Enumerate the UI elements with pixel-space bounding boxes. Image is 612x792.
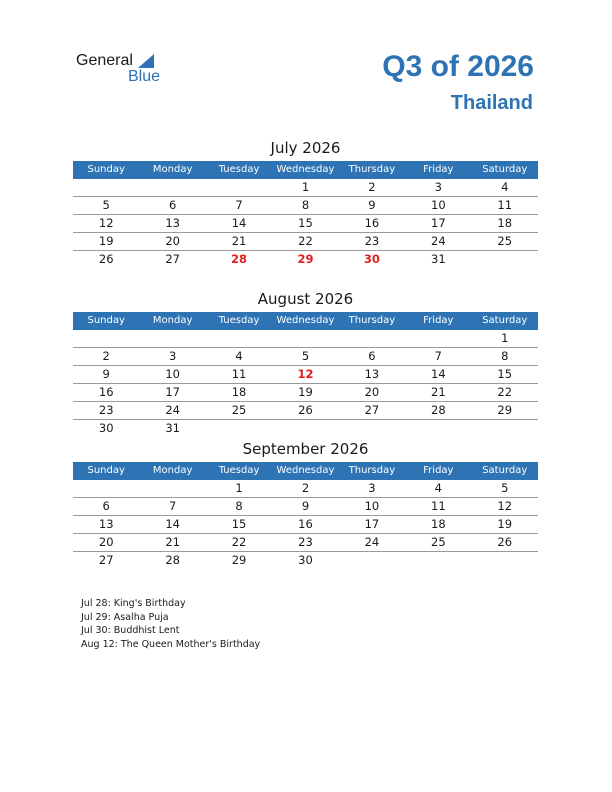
- day-cell: [73, 179, 139, 196]
- day-cell: [272, 330, 338, 347]
- day-cell: 7: [434, 349, 442, 363]
- logo-word-blue: Blue: [128, 68, 161, 85]
- day-cell: 14: [165, 517, 180, 531]
- day-cell: 3: [168, 349, 177, 363]
- day-cell: 28: [165, 553, 180, 567]
- day-cell: [472, 251, 538, 268]
- month-title: August 2026: [257, 290, 354, 308]
- day-cell: 9: [102, 367, 110, 381]
- day-cell: 30: [298, 553, 313, 567]
- day-cell: 8: [301, 198, 310, 212]
- day-cell: 25: [231, 403, 247, 417]
- weekday-label: Thursday: [348, 164, 396, 175]
- weekday-label: Friday: [423, 315, 454, 326]
- day-cell: 12: [98, 216, 114, 230]
- weekday-label: Friday: [423, 465, 454, 476]
- day-cell: 11: [497, 198, 513, 212]
- day-cell: 5: [501, 481, 509, 495]
- day-cell: 19: [98, 234, 114, 248]
- weekday-label: Tuesday: [218, 315, 260, 326]
- day-cell: 16: [98, 385, 114, 399]
- day-cell: 17: [364, 517, 380, 531]
- day-cell: 4: [434, 481, 442, 495]
- day-cell: 22: [298, 234, 313, 248]
- day-cell: 5: [102, 198, 110, 212]
- day-cell: 18: [431, 517, 446, 531]
- day-cell: 21: [231, 234, 247, 248]
- month-calendar: [73, 137, 538, 268]
- day-cell: 18: [497, 216, 513, 230]
- weekday-label: Saturday: [482, 465, 528, 476]
- page-title: Q3 of 2026: [382, 50, 534, 83]
- day-cell: 20: [98, 535, 114, 549]
- day-cell: 10: [165, 367, 180, 381]
- week-row: [73, 552, 538, 569]
- weekday-label: Saturday: [482, 164, 528, 175]
- day-cell: 3: [368, 481, 376, 495]
- day-cell: 31: [165, 421, 180, 435]
- week-row: [73, 348, 538, 366]
- day-cell: 1: [301, 180, 310, 194]
- weekday-label: Thursday: [348, 465, 396, 476]
- day-cell: 6: [368, 349, 376, 363]
- day-cell: 21: [165, 535, 180, 549]
- weekday-label: Monday: [152, 465, 193, 476]
- day-cell: [206, 179, 272, 196]
- day-cell: 4: [235, 349, 243, 363]
- day-cell: 27: [364, 403, 380, 417]
- day-cell: 26: [298, 403, 313, 417]
- day-cell: 24: [364, 535, 380, 549]
- day-cell: 24: [431, 234, 446, 248]
- day-cell: 29: [231, 553, 247, 567]
- weekday-label: Sunday: [87, 315, 125, 326]
- day-cell: 30: [363, 252, 380, 266]
- weekday-label: Wednesday: [276, 164, 335, 175]
- day-cell: 15: [497, 367, 513, 381]
- day-cell: 25: [497, 234, 513, 248]
- day-cell: 9: [368, 198, 376, 212]
- week-row: [73, 215, 538, 233]
- day-cell: 2: [368, 180, 376, 194]
- day-cell: 9: [301, 499, 310, 513]
- day-cell: [139, 330, 205, 347]
- day-cell: 28: [231, 252, 248, 266]
- day-cell: 10: [431, 198, 446, 212]
- weekday-label: Tuesday: [218, 164, 260, 175]
- week-row: [73, 330, 538, 348]
- day-cell: [405, 552, 471, 569]
- holiday-note: Jul 30: Buddhist Lent: [81, 625, 180, 636]
- weekday-label: Sunday: [87, 465, 125, 476]
- month-calendar: [73, 438, 538, 569]
- month-title: September 2026: [242, 440, 369, 458]
- day-cell: 26: [497, 535, 513, 549]
- day-cell: 23: [364, 234, 380, 248]
- day-cell: [206, 330, 272, 347]
- day-cell: 14: [431, 367, 446, 381]
- day-cell: 30: [98, 421, 114, 435]
- weekday-label: Monday: [152, 315, 193, 326]
- day-cell: 2: [102, 349, 110, 363]
- day-cell: [405, 420, 471, 437]
- day-cell: 2: [301, 481, 310, 495]
- weekday-header: [73, 161, 538, 179]
- week-row: [73, 366, 538, 384]
- day-cell: 27: [98, 553, 114, 567]
- week-row: [73, 384, 538, 402]
- day-cell: 11: [231, 367, 247, 381]
- weekday-header: [73, 462, 538, 480]
- holiday-note: Jul 28: King's Birthday: [81, 598, 186, 609]
- week-row: [73, 233, 538, 251]
- day-cell: [339, 420, 405, 437]
- day-cell: 10: [364, 499, 380, 513]
- week-row: [73, 179, 538, 197]
- week-row: [73, 516, 538, 534]
- holiday-note: Aug 12: The Queen Mother's Birthday: [81, 638, 261, 650]
- page-subtitle: Thailand: [450, 92, 533, 114]
- day-cell: [339, 552, 405, 569]
- weekday-label: Sunday: [87, 164, 125, 175]
- day-cell: [405, 330, 471, 347]
- day-cell: 13: [98, 517, 114, 531]
- day-cell: 21: [431, 385, 446, 399]
- day-cell: 17: [431, 216, 446, 230]
- day-cell: 1: [235, 481, 243, 495]
- day-cell: [139, 480, 205, 497]
- weekday-label: Wednesday: [276, 315, 335, 326]
- weekday-label: Saturday: [482, 315, 528, 326]
- month-calendar: [73, 288, 538, 437]
- day-cell: 17: [165, 385, 180, 399]
- day-cell: 12: [297, 367, 314, 381]
- weekday-label: Wednesday: [276, 465, 335, 476]
- day-cell: [139, 179, 205, 196]
- day-cell: 29: [297, 252, 314, 266]
- day-cell: 20: [165, 234, 180, 248]
- week-row: [73, 480, 538, 498]
- day-cell: 1: [501, 331, 509, 345]
- day-cell: 25: [431, 535, 446, 549]
- week-row: [73, 251, 538, 268]
- weekday-header: [73, 312, 538, 330]
- day-cell: 13: [165, 216, 180, 230]
- day-cell: [472, 552, 538, 569]
- day-cell: 19: [298, 385, 313, 399]
- week-row: [73, 197, 538, 215]
- day-cell: 6: [168, 198, 177, 212]
- day-cell: 12: [497, 499, 513, 513]
- day-cell: 28: [431, 403, 446, 417]
- weekday-label: Tuesday: [218, 465, 260, 476]
- day-cell: 22: [231, 535, 247, 549]
- day-cell: 20: [364, 385, 380, 399]
- day-cell: [339, 330, 405, 347]
- day-cell: 23: [98, 403, 114, 417]
- day-cell: 31: [431, 252, 446, 266]
- day-cell: 7: [235, 198, 243, 212]
- day-cell: 14: [231, 216, 247, 230]
- day-cell: 23: [298, 535, 313, 549]
- logo-word-general: General: [76, 52, 133, 69]
- month-title: July 2026: [270, 139, 341, 157]
- day-cell: 7: [168, 499, 177, 513]
- day-cell: 15: [231, 517, 247, 531]
- day-cell: 16: [364, 216, 380, 230]
- day-cell: 24: [165, 403, 180, 417]
- day-cell: 19: [497, 517, 513, 531]
- day-cell: 8: [235, 499, 243, 513]
- week-row: [73, 420, 538, 437]
- day-cell: 8: [501, 349, 509, 363]
- day-cell: [73, 330, 139, 347]
- day-cell: 22: [497, 385, 513, 399]
- holiday-notes: [81, 597, 260, 651]
- weekday-label: Thursday: [348, 315, 396, 326]
- day-cell: [272, 420, 338, 437]
- day-cell: [472, 420, 538, 437]
- week-row: [73, 534, 538, 552]
- logo-triangle-icon: [138, 54, 154, 68]
- weekday-label: Monday: [152, 164, 193, 175]
- day-cell: 27: [165, 252, 180, 266]
- week-row: [73, 498, 538, 516]
- weekday-label: Friday: [423, 164, 454, 175]
- day-cell: 5: [301, 349, 310, 363]
- holiday-note: Jul 29: Asalha Puja: [81, 611, 169, 623]
- day-cell: [73, 480, 139, 497]
- day-cell: 29: [497, 403, 513, 417]
- day-cell: 15: [298, 216, 313, 230]
- week-row: [73, 402, 538, 420]
- day-cell: 18: [231, 385, 247, 399]
- day-cell: 11: [431, 499, 446, 513]
- logo: [76, 52, 186, 92]
- day-cell: 3: [434, 180, 442, 194]
- day-cell: 16: [298, 517, 313, 531]
- day-cell: 4: [501, 180, 509, 194]
- day-cell: [206, 420, 272, 437]
- day-cell: 6: [102, 499, 110, 513]
- day-cell: 13: [364, 367, 380, 381]
- day-cell: 26: [98, 252, 114, 266]
